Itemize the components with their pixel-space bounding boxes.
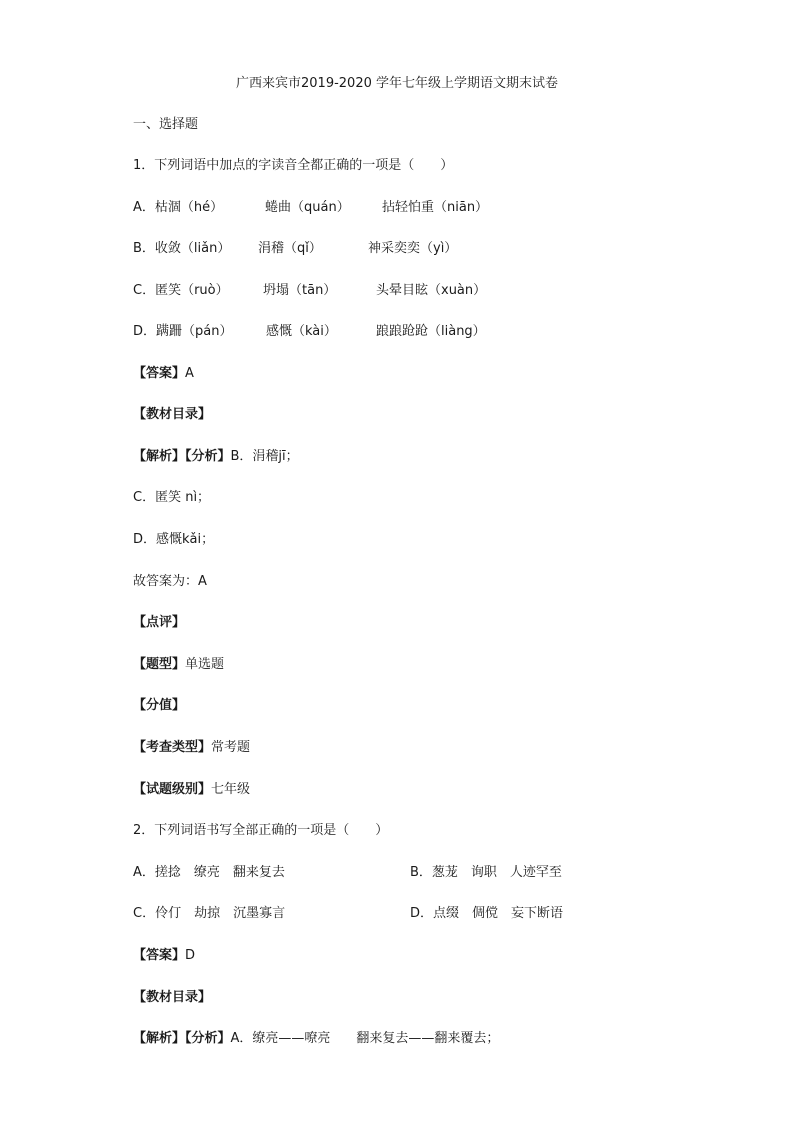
answer-tag: 【答案】 [133,366,186,381]
question-1-score [133,697,185,715]
question-2-textbook [133,989,211,1007]
analysis-tag: 【解析】【分析】 [133,1031,231,1046]
exam-type-value: 常考题 [211,740,251,755]
option-d-word-3: 踉踉跄跄（liàng） [376,324,486,339]
type-value: 单选题 [185,657,225,672]
question-2-answer [133,947,195,965]
question-1-textbook [133,406,211,424]
option-d-word-1: D．蹒跚（pán） [133,324,233,339]
question-2-analysis [133,1030,499,1048]
question-2-option-c: C．伶仃 劫掠 沉墨寡言 [133,906,286,921]
question-1-stem: 1．下列词语中加点的字读音全都正确的一项是（ ） [133,158,454,173]
question-1-comment [133,614,185,632]
option-b-word-2: 涓稽（qǐ） [258,241,322,256]
analysis-text: B．涓稽jī； [230,449,299,464]
question-2-option-d: D．点缀 倜傥 妄下断语 [410,906,564,921]
option-a-word-1: A．枯涸（hé） [133,200,224,215]
level-tag: 【试题级别】 [133,782,212,797]
exam-type-tag: 【考查类型】 [133,740,212,755]
analysis-tag: 【解析】【分析】 [133,449,231,464]
option-a-word-3: 拈轻怕重（niān） [382,200,489,215]
textbook-tag: 【教材目录】 [133,407,212,422]
analysis-text: A．缭亮——嘹亮 翻来复去——翻来覆去； [230,1031,500,1046]
answer-tag: 【答案】 [133,948,186,963]
answer-value: A [185,366,194,381]
question-2-stem: 2．下列词语书写全部正确的一项是（ ） [133,823,389,838]
option-d-word-2: 感慨（kài） [266,324,337,339]
option-b-word-3: 神采奕奕（yì） [368,241,458,256]
type-tag: 【题型】 [133,657,186,672]
section-heading: 一、选择题 [133,117,199,132]
question-2-option-b: B．葱茏 询职 人迹罕至 [410,865,562,880]
question-1-analysis [133,448,299,466]
textbook-tag: 【教材目录】 [133,990,212,1005]
score-tag: 【分值】 [133,698,186,713]
level-value: 七年级 [211,782,251,797]
question-1-answer [133,365,194,383]
option-a-word-2: 蜷曲（quán） [265,200,350,215]
question-1-level [133,781,250,799]
answer-value: D [185,948,196,963]
option-c-word-1: C．匿笑（ruò） [133,283,229,298]
comment-tag: 【点评】 [133,615,186,630]
option-c-word-3: 头晕目眩（xuàn） [376,283,487,298]
question-1-exam-type [133,739,250,757]
option-c-word-2: 坍塌（tān） [263,283,337,298]
question-1-conclusion: 故答案为：A [133,574,207,589]
document-title: 广西来宾市2019-2020 学年七年级上学期语文期末试卷 [236,76,558,91]
question-2-option-a: A．搓捻 缭亮 翻来复去 [133,865,285,880]
question-1-analysis-d: D．感慨kǎi； [133,532,215,547]
question-1-type [133,656,224,674]
question-1-analysis-c: C．匿笑 nì； [133,490,211,505]
option-b-word-1: B．收敛（liǎn） [133,241,231,256]
